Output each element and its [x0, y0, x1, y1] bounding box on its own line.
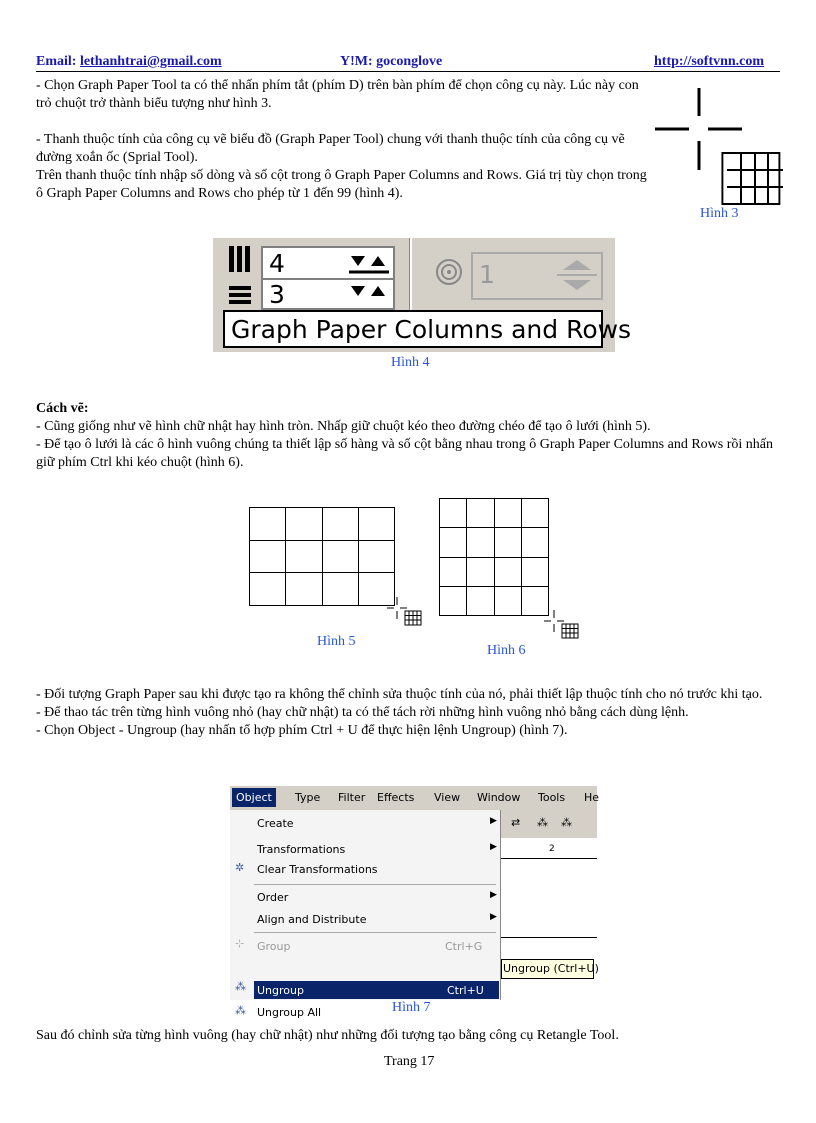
guide-line: [501, 937, 597, 938]
spin-arrows-icon[interactable]: [349, 284, 389, 298]
caption-hinh-3: Hình 3: [700, 206, 739, 221]
menu-type[interactable]: Type: [295, 791, 321, 804]
figure-6-square-grid: [439, 498, 549, 616]
spiral-icon: [435, 258, 465, 288]
menu-view[interactable]: View: [434, 791, 461, 804]
spin-arrows-icon[interactable]: [557, 256, 597, 294]
spiral-revolutions-input[interactable]: 1: [471, 252, 603, 300]
figure-4-property-bar: [213, 238, 632, 352]
caption-hinh-7: Hình 7: [392, 1000, 431, 1015]
header-ym: Y!M: goconglove: [340, 54, 443, 69]
rows-input[interactable]: 3: [261, 278, 395, 310]
menu-item-group: Group: [257, 940, 291, 953]
menu-window[interactable]: Window: [477, 791, 521, 804]
paragraph-5: - Để tạo ô lưới là các ô hình vuông chúng ta thiết lập số hàng và số cột bằng nhau trong ô Graph Paper Columns and Rows rồi nhấn giữ phím Ctrl khi kéo chuột (hình 6).: [36, 437, 774, 470]
paragraph-7: - Để thao tác trên từng hình vuông nhỏ (hay chữ nhật) ta có thể tách rời những hình vuông nhỏ bằng cách dùng lệnh.: [36, 705, 689, 720]
group-icon[interactable]: ⁂: [537, 816, 548, 829]
paragraph-3: Trên thanh thuộc tính nhập số dòng và số cột trong ô Graph Paper Columns and Rows. Giá trị tùy chọn trong ô Graph Paper Columns and Rows cho phép từ 1 đến 99 (hình 4).: [36, 168, 647, 201]
columns-input[interactable]: 4: [261, 246, 395, 282]
spin-arrows-icon[interactable]: [349, 254, 389, 274]
caption-hinh-5: Hình 5: [317, 634, 356, 649]
ruler: 2: [501, 844, 597, 859]
menu-item-ungroup[interactable]: Ungroup: [257, 984, 304, 997]
menu-separator: [254, 932, 496, 933]
menu-item-align[interactable]: Align and Distribute: [257, 913, 367, 926]
email-link[interactable]: lethanhtrai@gmail.com: [79, 54, 222, 69]
group-shortcut: Ctrl+G: [445, 940, 483, 953]
section-heading: Cách vẽ:: [36, 401, 89, 416]
crosshair-grid-icon: [383, 597, 423, 627]
menu-item-create[interactable]: Create: [257, 817, 294, 830]
paragraph-1: - Chọn Graph Paper Tool ta có thể nhấn phím tắt (phím D) trên bàn phím để chọn công cụ này. Lúc này con trỏ chuột trở thành biểu tượng như hình 3.: [36, 78, 639, 111]
columns-icon: [229, 244, 259, 304]
menu-item-ungroup-all[interactable]: Ungroup All: [257, 1006, 322, 1019]
menu-separator: [254, 884, 496, 885]
paragraph-4: - Cũng giống như vẽ hình chữ nhật hay hình tròn. Nhấp giữ chuột kéo theo đường chéo để tạo ô lưới (hình 5).: [36, 419, 651, 434]
header-email: Email: lethanhtrai@gmail.com: [36, 54, 222, 69]
toolbar-icon[interactable]: ⇄: [511, 816, 521, 829]
ungroup-text: [36, 686, 781, 740]
ungroup-icon[interactable]: ⁂: [561, 816, 572, 829]
menu-bar: [230, 786, 600, 810]
header-divider: [36, 71, 780, 72]
figure-5-rect-grid: [249, 507, 395, 606]
header-url[interactable]: http://softvnn.com: [654, 54, 765, 69]
menu-effects[interactable]: Effects: [377, 791, 415, 804]
group-icon: ⊹: [235, 937, 245, 950]
crosshair-grid-icon: [655, 88, 770, 208]
ungroup-all-icon: ⁂: [235, 1004, 246, 1017]
ungroup-icon: ⁂: [235, 980, 246, 993]
clear-transform-icon: ✲: [235, 861, 245, 874]
paragraph-8: - Chọn Object - Ungroup (hay nhấn tổ hợp phím Ctrl + U để thực hiện lệnh Ungroup) (hình 7).: [36, 723, 568, 738]
toolbar-area: [501, 810, 597, 1000]
crosshair-grid-icon: [540, 610, 580, 640]
paragraph-9: Sau đó chỉnh sửa từng hình vuông (hay chữ nhật) như những đối tượng tạo bằng công cụ Retangle Tool.: [36, 1028, 619, 1043]
paragraph-6: - Đối tượng Graph Paper sau khi được tạo ra không thể chỉnh sửa thuộc tính của nó, phải thiết lập thuộc tính cho nó trước khi tạo.: [36, 687, 763, 702]
toolbar-separator: [409, 238, 412, 310]
submenu-arrow-icon: ▶: [490, 816, 497, 826]
toolbar-strip: [501, 810, 597, 838]
menu-filter[interactable]: Filter: [338, 791, 366, 804]
paragraph-2: - Thanh thuộc tính của công cụ vẽ biểu đồ (Graph Paper Tool) chung với thanh thuộc tính của công cụ vẽ đường xoắn ốc (Sprial Tool).: [36, 132, 625, 165]
menu-item-transformations[interactable]: Transformations: [257, 843, 346, 856]
figure-3-cursor: [655, 88, 770, 208]
caption-hinh-4: Hình 4: [391, 355, 430, 370]
menu-help[interactable]: He: [584, 791, 600, 804]
ungroup-shortcut: Ctrl+U: [447, 984, 484, 997]
submenu-arrow-icon: ▶: [490, 842, 497, 852]
submenu-arrow-icon: ▶: [490, 890, 497, 900]
intro-text: [36, 77, 656, 203]
columns-rows-tooltip: Graph Paper Columns and Rows: [223, 310, 603, 348]
menu-item-clear-transformations[interactable]: Clear Transformations: [257, 863, 378, 876]
page-number: Trang 17: [384, 1054, 435, 1069]
submenu-arrow-icon: ▶: [490, 912, 497, 922]
menu-object[interactable]: Object: [232, 788, 276, 807]
menu-tools[interactable]: Tools: [538, 791, 566, 804]
ungroup-tooltip: Ungroup (Ctrl+U): [501, 959, 594, 979]
drawing-instructions: [36, 400, 781, 472]
menu-item-order[interactable]: Order: [257, 891, 289, 904]
caption-hinh-6: Hình 6: [487, 643, 526, 658]
